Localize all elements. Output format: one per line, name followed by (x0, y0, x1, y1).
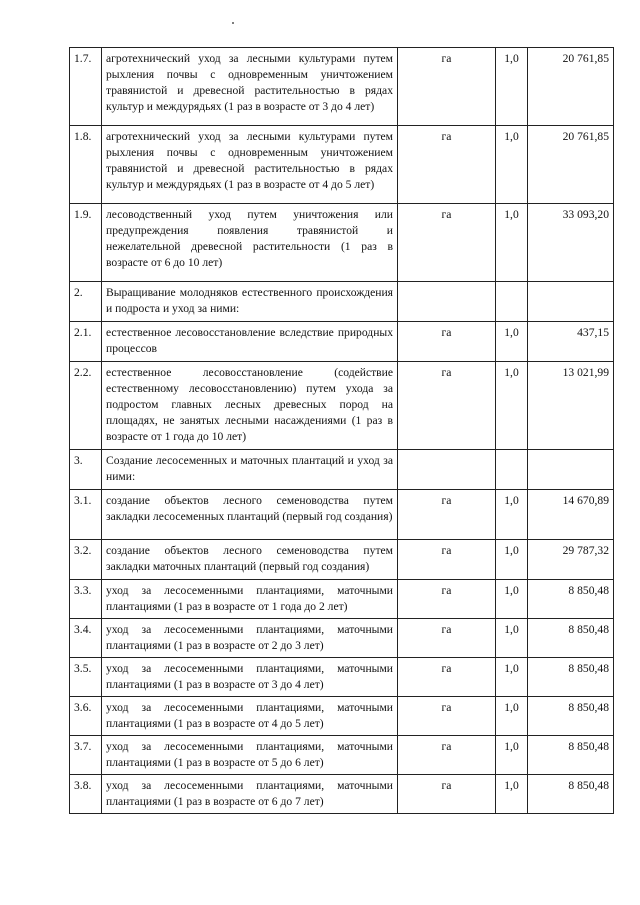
row-number: 1.8. (70, 126, 102, 204)
row-unit: га (398, 697, 496, 736)
row-quantity: 1,0 (496, 775, 528, 814)
row-number: 2.1. (70, 322, 102, 362)
row-price: 14 670,89 (528, 490, 614, 540)
row-quantity: 1,0 (496, 736, 528, 775)
row-unit: га (398, 362, 496, 450)
row-quantity: 1,0 (496, 48, 528, 126)
row-number: 2. (70, 282, 102, 322)
row-description: Создание лесосеменных и маточных плантаций и уход за ними: (102, 450, 398, 490)
forestry-cost-table (69, 47, 614, 814)
row-unit (398, 450, 496, 490)
table-row (70, 322, 614, 362)
row-price: 8 850,48 (528, 580, 614, 619)
row-unit: га (398, 540, 496, 580)
row-quantity: 1,0 (496, 580, 528, 619)
table-row (70, 282, 614, 322)
row-price: 8 850,48 (528, 775, 614, 814)
row-price: 29 787,32 (528, 540, 614, 580)
row-quantity: 1,0 (496, 126, 528, 204)
row-unit: га (398, 204, 496, 282)
row-description: уход за лесосеменными плантациями, маточными плантациями (1 раз в возрасте от 1 года до 2 лет) (102, 580, 398, 619)
row-number: 3.1. (70, 490, 102, 540)
row-description: уход за лесосеменными плантациями, маточными плантациями (1 раз в возрасте от 5 до 6 лет) (102, 736, 398, 775)
row-number: 3.2. (70, 540, 102, 580)
row-price: 8 850,48 (528, 619, 614, 658)
row-description: агротехнический уход за лесными культурами путем рыхления почвы с одновременным уничтожением травянистой и древесной растительностью в рядах культур и междурядьях (1 раз в возрасте от 4 до 5 лет) (102, 126, 398, 204)
row-description: создание объектов лесного семеноводства путем закладки маточных плантаций (первый год создания) (102, 540, 398, 580)
row-unit: га (398, 619, 496, 658)
table-row (70, 736, 614, 775)
row-unit: га (398, 580, 496, 619)
table-row (70, 362, 614, 450)
row-number: 3.4. (70, 619, 102, 658)
row-description: уход за лесосеменными плантациями, маточными плантациями (1 раз в возрасте от 4 до 5 лет) (102, 697, 398, 736)
row-price: 8 850,48 (528, 736, 614, 775)
row-quantity (496, 282, 528, 322)
row-price: 13 021,99 (528, 362, 614, 450)
table-row (70, 697, 614, 736)
row-quantity: 1,0 (496, 697, 528, 736)
row-unit (398, 282, 496, 322)
row-price: 33 093,20 (528, 204, 614, 282)
table-row (70, 540, 614, 580)
table-row (70, 48, 614, 126)
row-number: 1.7. (70, 48, 102, 126)
row-unit: га (398, 322, 496, 362)
row-quantity: 1,0 (496, 204, 528, 282)
row-quantity: 1,0 (496, 362, 528, 450)
row-number: 3.3. (70, 580, 102, 619)
row-description: уход за лесосеменными плантациями, маточными плантациями (1 раз в возрасте от 3 до 4 лет) (102, 658, 398, 697)
table-row (70, 619, 614, 658)
row-unit: га (398, 775, 496, 814)
table-row (70, 658, 614, 697)
table-row (70, 126, 614, 204)
row-description: естественное лесовосстановление вследствие природных процессов (102, 322, 398, 362)
table-row (70, 204, 614, 282)
row-description: агротехнический уход за лесными культурами путем рыхления почвы с одновременным уничтожением травянистой и древесной растительностью в рядах культур и междурядьях (1 раз в возрасте от 3 до 4 лет) (102, 48, 398, 126)
row-description: уход за лесосеменными плантациями, маточными плантациями (1 раз в возрасте от 6 до 7 лет) (102, 775, 398, 814)
row-description: Выращивание молодняков естественного происхождения и подроста и уход за ними: (102, 282, 398, 322)
row-number: 3.5. (70, 658, 102, 697)
row-number: 2.2. (70, 362, 102, 450)
row-quantity: 1,0 (496, 658, 528, 697)
row-description: лесоводственный уход путем уничтожения или предупреждения появления травянистой и нежелательной древесной растительности (1 раз в возрасте от 6 до 10 лет) (102, 204, 398, 282)
row-price: 8 850,48 (528, 658, 614, 697)
row-quantity: 1,0 (496, 540, 528, 580)
row-unit: га (398, 490, 496, 540)
row-price (528, 282, 614, 322)
table-body (70, 48, 614, 814)
row-unit: га (398, 48, 496, 126)
table-row (70, 450, 614, 490)
table-row (70, 490, 614, 540)
row-number: 3. (70, 450, 102, 490)
row-unit: га (398, 736, 496, 775)
row-quantity: 1,0 (496, 490, 528, 540)
row-number: 3.6. (70, 697, 102, 736)
table-row (70, 775, 614, 814)
row-quantity (496, 450, 528, 490)
row-number: 1.9. (70, 204, 102, 282)
row-number: 3.8. (70, 775, 102, 814)
row-quantity: 1,0 (496, 619, 528, 658)
row-number: 3.7. (70, 736, 102, 775)
row-quantity: 1,0 (496, 322, 528, 362)
row-price: 20 761,85 (528, 48, 614, 126)
row-description: естественное лесовосстановление (содействие естественному лесовосстановлению) путем ухода за подростом главных лесных древесных пород на площадях, не занятых лесными насаждениями (1 раз в возрасте от 1 года до 10 лет) (102, 362, 398, 450)
row-price (528, 450, 614, 490)
table-row (70, 580, 614, 619)
row-price: 437,15 (528, 322, 614, 362)
row-price: 20 761,85 (528, 126, 614, 204)
row-description: уход за лесосеменными плантациями, маточными плантациями (1 раз в возрасте от 2 до 3 лет) (102, 619, 398, 658)
row-description: создание объектов лесного семеноводства путем закладки лесосеменных плантаций (первый год создания) (102, 490, 398, 540)
row-unit: га (398, 658, 496, 697)
scan-speck (232, 22, 234, 24)
row-unit: га (398, 126, 496, 204)
row-price: 8 850,48 (528, 697, 614, 736)
